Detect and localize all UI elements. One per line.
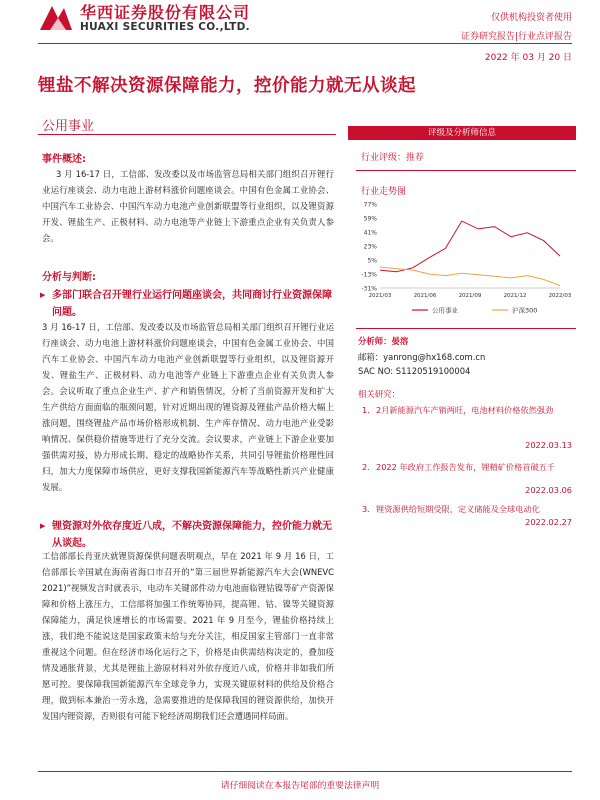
x-tick-label: 2021/09	[458, 293, 482, 299]
sac-value: S1120519100004	[395, 366, 471, 376]
report-title: 锂盐不解决资源保障能力，控价能力就无从谈起	[38, 76, 416, 96]
point2-heading	[40, 518, 336, 552]
huaxi-logo-icon	[38, 2, 74, 32]
company-name-en: HUAXI SECURITIES CO.,LTD.	[80, 21, 250, 33]
x-tick-label: 2021/03	[368, 293, 392, 299]
related-item-title: 2022 年政府工作报告发布，锂精矿价格首破五千	[376, 462, 556, 472]
legal-notice: 请仔细阅读在本报告尾部的重要法律声明	[220, 781, 380, 791]
point1-title: 多部门联合召开锂行业运行问题座谈会，共同商讨行业资源保障问题。	[52, 290, 332, 318]
y-tick-label: 59%	[363, 215, 377, 223]
institution-only-note: 仅供机构投资者使用	[490, 13, 572, 23]
bullet-triangle-icon: ▶	[40, 291, 46, 299]
chart-legend	[412, 306, 537, 315]
legend-label: 公用事业	[432, 306, 458, 315]
point2-text: 工信部部长肖亚庆就锂资源保供问题表明观点，早在 2021 年 9 月 16 日，工信部部长辛国斌在海南省海口市召开的“第三届世界新能源汽车大会(WNEVC 2021)”视频发言时就表示，电动车关键部件动力电池面临锂钴镍等矿产资源保障和价格上涨压力，工信部将加强工作统筹协同，提高锂、钴、镍等关键资源保障能力，满足快速增长的市场需要。2021 年 9 月至今，锂盐价格持续上涨，我们绝不能说这是国家政策未给与充分关注，相反国家主管部门一直非常重视这个问题。但在经济市场化运行之下，价格是由供需结构决定的，叠加疫情及通胀背景，尤其是锂盐上游原材料对外依存度近八成，价格并非如我们所愿可控。要保障我国新能源汽车全球竞争力，实现关键原材料的供给及价格合理，做到标本兼治一劳永逸，急需要推进的是保障我国的锂资源供给，加快开发国内锂资源，否则很有可能下轮经济周期我们还会遭遇同样局面。	[42, 551, 334, 721]
related-item-number: 2.	[362, 462, 370, 472]
y-tick-label: 5%	[367, 257, 377, 265]
x-tick-label: 2021/06	[413, 293, 437, 299]
y-tick-label: 23%	[363, 243, 377, 251]
header-divider	[38, 43, 572, 44]
related-item-title: 2月新能源汽车产销两旺，电池材料价格依然强劲	[376, 405, 554, 415]
event-heading: 事件概述:	[42, 154, 86, 165]
related-item-date: 2022.03.13	[525, 440, 572, 450]
series-line	[380, 267, 560, 286]
point1-text: 3 月 16-17 日，工信部、发改委以及市场监管总局相关部门组织召开锂行业运行座谈会、动力电池上游材料涨价问题座谈会，中国有色金属工业协会、中国汽车工业协会、中国汽车动力电池产业创新联盟等行业组织，以及锂资源开发、锂盐生产、正极材料、动力电池等产业链上下游重点企业有关负责人参会。会议听取了重点企业生产、扩产和销售情况，分析了当前资源开发和扩大生产供给方面面临的瓶颈问题，针对近期出现的锂资源及锂盐产品价格大幅上涨问题，围绕锂盐产品市场价格形成机制、生产库存情况、动力电池产业受影响情况、保供稳价措施等进行了充分交流。会议要求，产业链上下游企业要加强供需对接，协力形成长期、稳定的战略协作关系，共同引导锂盐价格理性回归，加大力度保障市场供应，更好支撑我国新能源汽车等战略性新兴产业健康发展。	[42, 322, 334, 492]
related-research-label: 相关研究：	[358, 389, 400, 399]
trend-chart-title: 行业走势图	[361, 187, 407, 197]
event-text: 3 月 16-17 日，工信部、发改委以及市场监管总局相关部门组织召开锂行业运行座谈会、动力电池上游材料涨价问题座谈会。中国有色金属工业协会、中国汽车工业协会、中国汽车动力电池产业创新联盟等行业组织，以及锂资源开发、锂盐生产、正极材料、动力电池等产业链上下游重点企业有关负责人参会。	[42, 169, 334, 243]
industry-trend-chart	[352, 196, 576, 320]
sector-label: 公用事业	[42, 119, 95, 134]
analyst-name: 晏溶	[391, 336, 409, 346]
x-axis-ticks	[369, 293, 572, 299]
sidebar-divider	[356, 328, 576, 329]
point2-title: 锂资源对外依存度近八成，不解决资源保障能力，控价能力就无从谈起。	[52, 521, 332, 549]
footer-divider	[38, 771, 572, 772]
analyst-email	[358, 351, 485, 363]
y-axis-ticks	[361, 202, 560, 293]
rating-analyst-bar: 评级及分析师信息	[348, 126, 576, 140]
point1-heading	[40, 287, 336, 321]
report-type: 证券研究报告|行业点评报告	[460, 32, 572, 42]
related-item[interactable]	[362, 461, 574, 474]
related-item-date: 2022.03.06	[525, 485, 572, 495]
related-item-number: 3.	[362, 504, 370, 514]
x-tick-label: 2021/12	[503, 293, 527, 299]
related-item[interactable]	[362, 404, 574, 417]
sac-label: SAC NO:	[358, 366, 396, 376]
series-line	[380, 221, 560, 272]
plot-lines	[380, 221, 560, 286]
report-date: 2022 年 03 月 20 日	[484, 53, 572, 63]
analyst	[358, 335, 408, 347]
related-item-title: 锂资源供给短期受限，定义储能及全球电动化	[376, 504, 540, 514]
related-item-date: 2022.02.27	[525, 517, 572, 527]
company-name-cn: 华西证券股份有限公司	[80, 3, 251, 22]
y-tick-label: -31%	[361, 285, 377, 293]
related-item-number: 1.	[362, 405, 370, 415]
industry-rating	[361, 150, 424, 163]
email-label: 邮箱：	[358, 352, 384, 362]
legend-label: 沪深300	[512, 306, 538, 315]
y-tick-label: -13%	[361, 271, 377, 279]
rating-value: 推荐	[406, 153, 425, 163]
sector-divider	[38, 134, 336, 135]
rating-label: 行业评级：	[361, 153, 407, 163]
sac-number	[358, 366, 470, 376]
analyst-label: 分析师：	[358, 336, 392, 346]
related-item[interactable]	[362, 503, 574, 516]
email-value[interactable]: yanrong@hx168.com.cn	[383, 352, 486, 362]
sidebar-divider	[356, 170, 576, 171]
y-tick-label: 41%	[363, 229, 377, 237]
y-tick-label: 77%	[363, 201, 377, 209]
analysis-heading: 分析与判断:	[42, 272, 96, 283]
bullet-triangle-icon: ▶	[40, 522, 46, 530]
x-tick-label: 2022/03	[548, 293, 572, 299]
